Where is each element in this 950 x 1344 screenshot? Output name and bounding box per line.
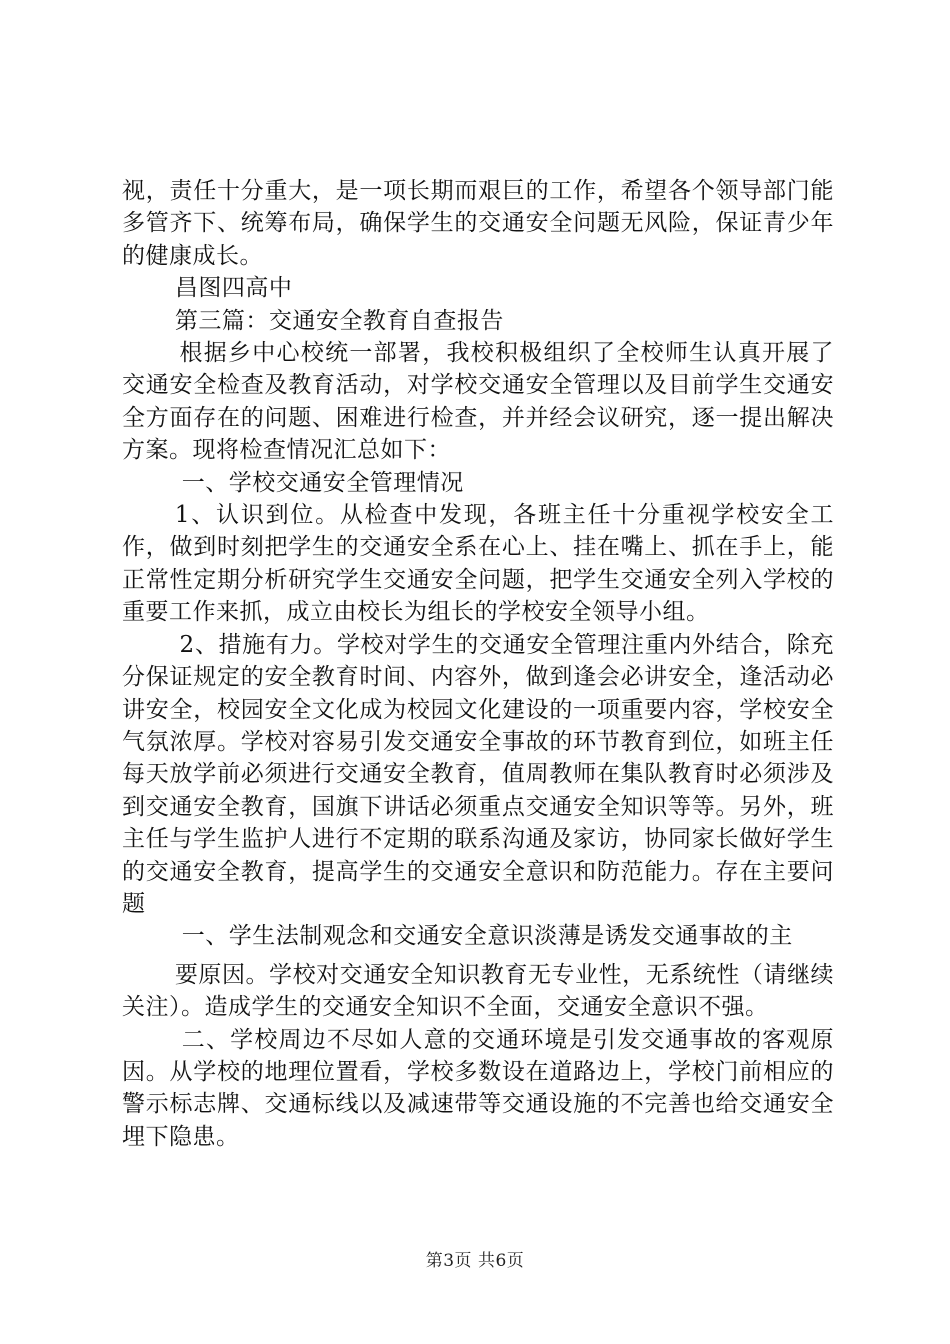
heading-problem-one: 一、学生法制观念和交通安全意识淡薄是诱发交通事故的主	[181, 923, 793, 950]
heading-management: 一、学校交通安全管理情况	[181, 469, 464, 496]
school-name: 昌图四高中	[174, 275, 293, 302]
paragraph-intro: 根据乡中心校统一部署，我校积极组织了全校师生认真开展了交通安全检查及教育活动，对学校交通安全管理以及目前学生交通安全方面存在的问题、困难进行检查，并并经会议研究，逐一提出解决方案。现将检查情况汇总如下：	[122, 340, 834, 464]
paragraph-measures: 2、措施有力。学校对学生的交通安全管理注重内外结合，除充分保证规定的安全教育时间、内容外，做到逢会必讲安全，逢活动必讲安全，校园安全文化成为校园文化建设的一项重要内容，学校安全气氛浓厚。学校对容易引发交通安全事故的环节教育到位，如班主任每天放学前必须进行交通安全教育，值周教师在集队教育时必须涉及到交通安全教育，国旗下讲话必须重点交通安全知识等等。另外，班主任与学生监护人进行不定期的联系沟通及家访，协同家长做好学生的交通安全教育，提高学生的交通安全意识和防范能力。存在主要问题	[122, 631, 834, 917]
paragraph-problem-two: 二、学校周边不尽如人意的交通环境是引发交通事故的客观原因。从学校的地理位置看，学校多数设在道路边上，学校门前相应的警示标志牌、交通标线以及减速带等交通设施的不完善也给交通安全埋下隐患。	[122, 1026, 834, 1150]
paragraph-awareness: 1、认识到位。从检查中发现，各班主任十分重视学校安全工作，做到时刻把学生的交通安全系在心上、挂在嘴上、抓在手上，能正常性定期分析研究学生交通安全问题，把学生交通安全列入学校的重要工作来抓，成立由校长为组长的学校安全领导小组。	[122, 502, 834, 626]
document-body	[122, 175, 834, 1153]
paragraph-continuation: 视，责任十分重大，是一项长期而艰巨的工作，希望各个领导部门能多管齐下、统筹布局，确保学生的交通安全问题无风险，保证青少年的健康成长。	[122, 178, 834, 269]
page-number: 第3页 共6页	[425, 1251, 525, 1271]
section-title: 第三篇：交通安全教育自查报告	[174, 307, 504, 334]
paragraph-problem-one: 要原因。学校对交通安全知识教育无专业性，无系统性（请继续关注）。造成学生的交通安全知识不全面，交通安全意识不强。	[122, 961, 834, 1021]
